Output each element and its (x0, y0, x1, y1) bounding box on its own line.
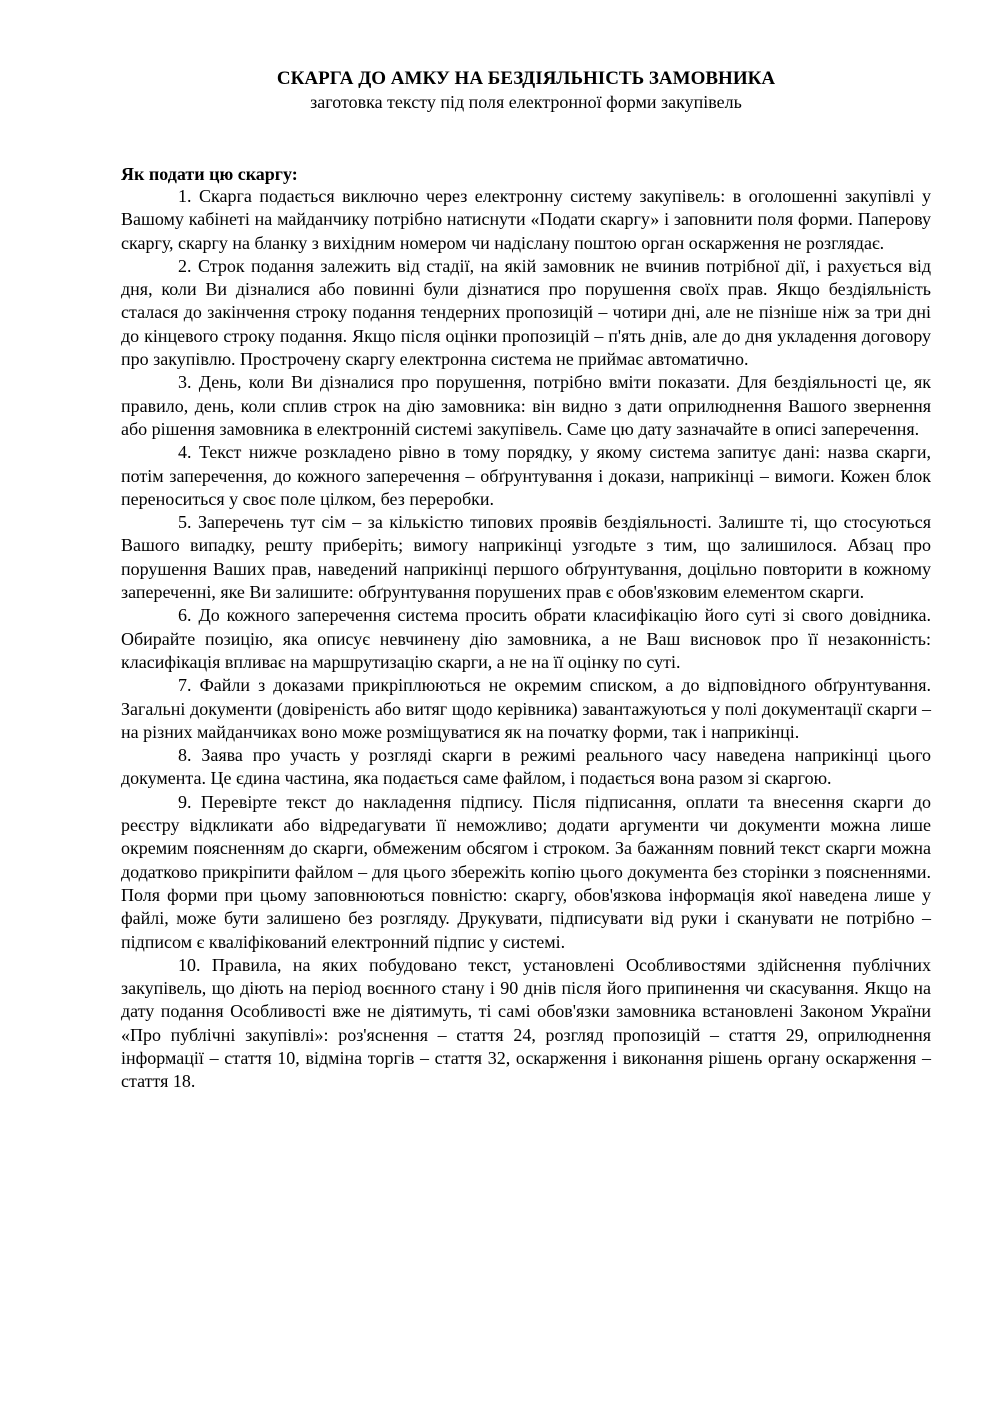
document-subtitle: заготовка тексту під поля електронної форми закупівель (310, 92, 742, 112)
instructions-list (121, 185, 931, 1094)
instruction-paragraph-10: 10. Правила, на яких побудовано текст, установлені Особливостями здійснення публічних закупівель, що діють на період воєнного стану і 90 днів після його припинення чи скасування. Якщо на дату подання Особливості вже не діятимуть, ті самі обов'язки замовника встановлені Законом України «Про публічні закупівлі»: роз'яснення – стаття 24, розгляд пропозицій – стаття 29, оприлюднення інформації – стаття 10, відміна торгів – стаття 32, оскарження і виконання рішень органу оскарження – стаття 18. (121, 954, 931, 1092)
instruction-paragraph-5: 5. Заперечень тут сім – за кількістю типових проявів бездіяльності. Залиште ті, що стосуються Вашого випадку, решту приберіть; вимогу наприкінці узгодьте з тим, що залишилося. Абзац про порушення Ваших прав, наведений наприкінці першого обґрунтування, доцільно повторити в кожному запереченні, яке Ви залишите: обґрунтування порушених прав є обов'язковим елементом скарги. (121, 512, 931, 603)
document-title: СКАРГА ДО АМКУ НА БЕЗДІЯЛЬНІСТЬ ЗАМОВНИКА (276, 68, 776, 89)
instruction-paragraph-3: 3. День, коли Ви дізналися про порушення, потрібно вміти показати. Для бездіяльності це, як правило, день, коли сплив строк на дію замовника: він видно з дати оприлюднення Вашого звернення або рішення замовника в електронній системі закупівель. Саме цю дату зазначайте в описі заперечення. (121, 372, 931, 439)
instruction-paragraph-4: 4. Текст нижче розкладено рівно в тому порядку, у якому система запитує дані: назва скарги, потім заперечення, до кожного заперечення – обґрунтування і докази, наприкінці – вимоги. Кожен блок переноситься у своє поле цілком, без переробки. (121, 442, 931, 509)
instructions-heading: Як подати цю скаргу: (121, 164, 298, 184)
instruction-paragraph-9: 9. Перевірте текст до накладення підпису. Після підписання, оплати та внесення скарги до реєстру відкликати або відредагувати її неможливо; додати аргументи чи документи можна лише окремим поясненням до скарги, обмеженим обсягом і строком. За бажанням повний текст скарги можна додатково прикріпити файлом – для цього збережіть копію цього документа без сторінки з поясненнями. Поля форми при цьому заповнюються повністю: скаргу, обов'язкова інформація якої наведена лише у файлі, може бути залишено без розгляду. Друкувати, підписувати від руки і сканувати не потрібно – підписом є кваліфікований електронний підпис у системі. (121, 791, 931, 952)
instruction-paragraph-6: 6. До кожного заперечення система просить обрати класифікацію його суті зі свого довідника. Обирайте позицію, яка описує невчинену дію замовника, а не Ваш висновок про її незаконність: класифікація впливає на маршрутизацію скарги, а не на її оцінку по суті. (121, 605, 931, 672)
instruction-paragraph-2: 2. Строк подання залежить від стадії, на якій замовник не вчинив потрібної дії, і рахується від дня, коли Ви дізналися або повинні були дізнатися про порушення своїх прав. Якщо бездіяльність сталася до закінчення строку подання тендерних пропозицій – чотири дні, але не пізніше ніж за три дні до кінцевого строку подання. Якщо після оцінки пропозицій – п'ять днів, але до дня укладення договору про закупівлю. Прострочену скаргу електронна система не приймає автоматично. (121, 255, 931, 370)
instruction-paragraph-1: 1. Скарга подається виключно через електронну систему закупівель: в оголошенні закупівлі у Вашому кабінеті на майданчику потрібно натиснути «Подати скаргу» і заповнити поля форми. Паперову скаргу, скаргу на бланку з вихідним номером чи надіслану поштою орган оскарження не розглядає. (121, 186, 931, 253)
instruction-paragraph-7: 7. Файли з доказами прикріплюються не окремим списком, а до відповідного обґрунтування. Загальні документи (довіреність або витяг щодо керівника) завантажуються у полі документації скарги – на різних майданчиках воно може розміщуватися як на початку форми, так і наприкінці. (121, 675, 931, 742)
document-page (121, 66, 931, 1094)
instruction-paragraph-8: 8. Заява про участь у розгляді скарги в режимі реального часу наведена наприкінці цього документа. Це єдина частина, яка подається саме файлом, і подається вона разом зі скаргою. (121, 745, 931, 789)
